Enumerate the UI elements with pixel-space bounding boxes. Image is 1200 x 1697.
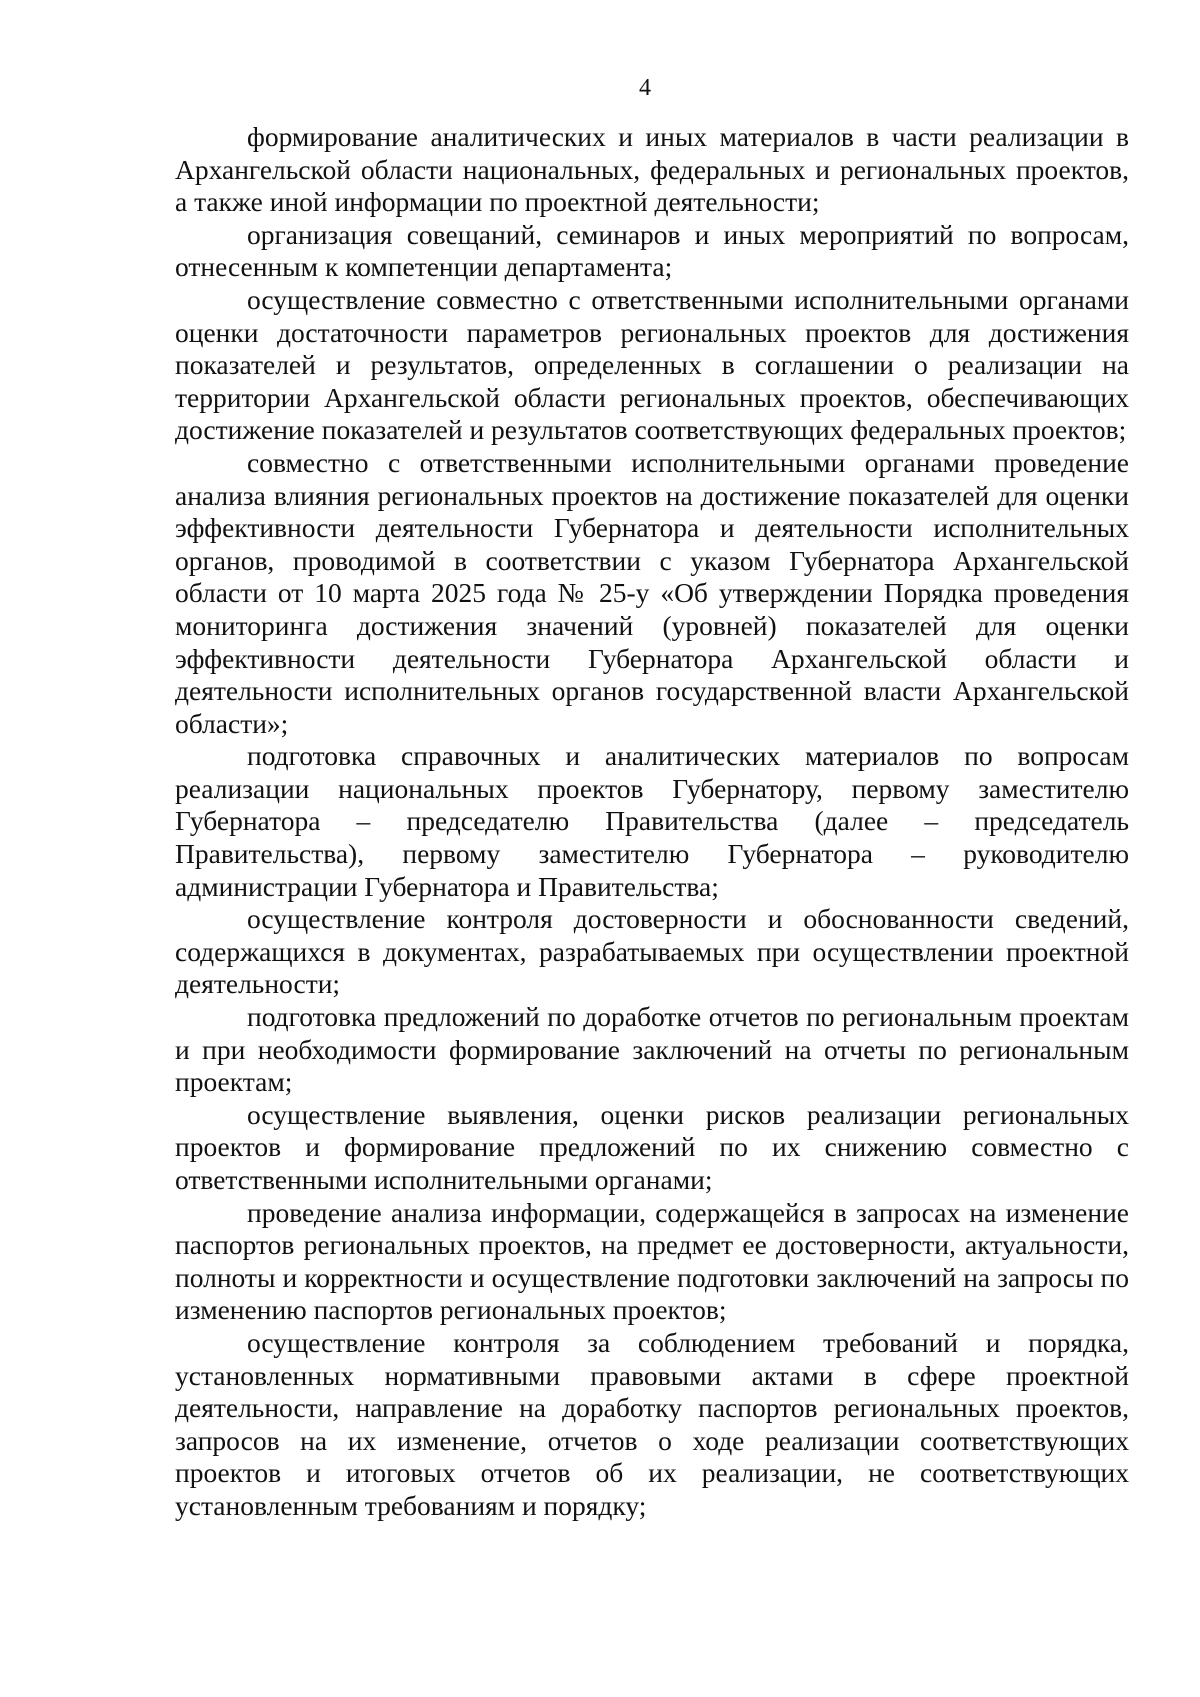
paragraph-1: формирование аналитических и иных материалов в части реализации в Архангельской области национальных, федеральных и региональных проектов, а также иной информации по проектной деятельности; <box>175 121 1129 218</box>
paragraph-2: организация совещаний, семинаров и иных мероприятий по вопросам, отнесенным к компетенции департамента; <box>175 218 1129 283</box>
paragraph-8: осуществление выявления, оценки рисков реализации региональных проектов и формирование предложений по их снижению совместно с ответственными исполнительными органами; <box>175 1098 1129 1195</box>
document-body <box>175 121 1129 1523</box>
paragraph-10: осуществление контроля за соблюдением требований и порядка, установленных нормативными правовыми актами в сфере проектной деятельности, направление на доработку паспортов региональных проектов, запросов на их изменение, отчетов о ходе реализации соответствующих проектов и итоговых отчетов об их реализации, не соответствующих установленным требованиям и порядку; <box>175 1326 1129 1521</box>
page-number: 4 <box>639 75 651 101</box>
paragraph-5: подготовка справочных и аналитических материалов по вопросам реализации национальных проектов Губернатору, первому заместителю Губернатора – председателю Правительства (далее – председатель Правительства), первому заместителю Губернатора – руководителю администрации Губернатора и Правительства; <box>175 740 1129 902</box>
paragraph-6: осуществление контроля достоверности и обоснованности сведений, содержащихся в документах, разрабатываемых при осуществлении проектной деятельности; <box>175 903 1129 1000</box>
paragraph-7: подготовка предложений по доработке отчетов по региональным проектам и при необходимости формирование заключений на отчеты по региональным проектам; <box>175 1001 1129 1098</box>
paragraph-9: проведение анализа информации, содержащейся в запросах на изменение паспортов региональных проектов, на предмет ее достоверности, актуальности, полноты и корректности и осуществление подготовки заключений на запросы по изменению паспортов региональных проектов; <box>175 1196 1129 1326</box>
paragraph-3: осуществление совместно с ответственными исполнительными органами оценки достаточности параметров региональных проектов для достижения показателей и результатов, определенных в соглашении о реализации на территории Архангельской области региональных проектов, обеспечивающих достижение показателей и результатов соответствующих федеральных проектов; <box>175 283 1129 446</box>
paragraph-4: совместно с ответственными исполнительными органами проведение анализа влияния региональных проектов на достижение показателей для оценки эффективности деятельности Губернатора и деятельности исполнительных органов, проводимой в соответствии с указом Губернатора Архангельской области от 10 марта 2025 года № 25-у «Об утверждении Порядка проведения мониторинга достижения значений (уровней) показателей для оценки эффективности деятельности Губернатора Архангельской области и деятельности исполнительных органов государственной власти Архангельской области»; <box>175 446 1129 739</box>
